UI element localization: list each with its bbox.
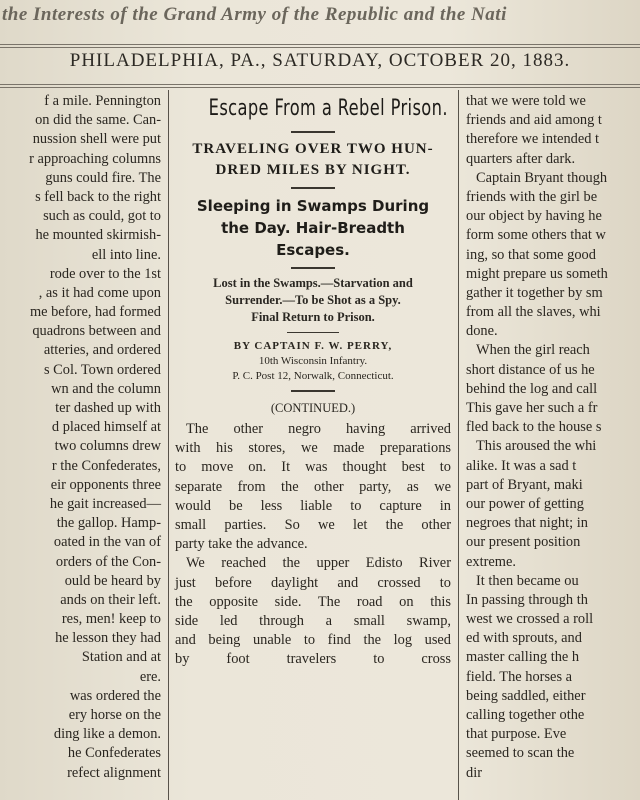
dateline: PHILADELPHIA, PA., SATURDAY, OCTOBER 20, 1883.	[69, 50, 571, 71]
byline-regiment: 10th Wisconsin Infantry.	[258, 355, 368, 367]
column-line: he mounted skirmish-	[35, 227, 161, 244]
body-line: with his stores, we made preparations	[175, 440, 451, 457]
column-line: gather it together by sm	[466, 284, 603, 301]
deck-rule	[287, 332, 339, 333]
column-line: therefore we intended t	[466, 131, 600, 148]
byline-author: BY CAPTAIN F. W. PERRY,	[233, 340, 393, 352]
deck-primary-line: TRAVELING OVER TWO HUN-	[192, 141, 434, 157]
deck-summary-line: Final Return to Prison.	[251, 310, 375, 324]
column-line: ere.	[139, 668, 161, 685]
column-line: ed with sprouts, and	[466, 630, 582, 647]
column-line: two columns drew	[54, 438, 161, 455]
column-line: from all the slaves, whi	[466, 304, 601, 321]
column-divider-right	[458, 90, 459, 800]
byline-rule	[291, 390, 335, 392]
column-line: negroes that night; in	[466, 515, 588, 532]
column-line: master calling the h	[466, 649, 580, 666]
column-line: , as it had come upon	[38, 284, 161, 301]
column-line: res, men! keep to	[61, 611, 161, 628]
masthead-rule-top-2	[0, 47, 640, 48]
column-line: behind the log and call	[466, 380, 598, 397]
body-line: separate from the other party, as we	[175, 478, 451, 495]
deck-rule	[291, 187, 335, 189]
headline-rule	[291, 131, 335, 133]
column-line: ell into line.	[91, 246, 161, 263]
deck-secondary-line: Escapes.	[276, 241, 350, 259]
deck-summary	[178, 275, 448, 326]
body-line: the opposite side. The road on this	[175, 593, 451, 610]
body-line: small parties. So we let the other	[175, 516, 451, 533]
column-line: ands on their left.	[60, 591, 161, 608]
column-line: west we crossed a roll	[466, 611, 594, 628]
column-line: This gave her such a fr	[466, 400, 598, 416]
deck-primary	[172, 139, 454, 181]
column-line: When the girl reach	[476, 342, 590, 359]
masthead-tagline: the Interests of the Grand Army of the Republic and the Nati	[2, 4, 507, 25]
body-line: just before daylight and crossed to	[175, 574, 451, 591]
dateline-rule	[0, 84, 640, 85]
body-line: and being unable to find the log used	[175, 632, 451, 649]
column-line: quarters after dark.	[466, 150, 576, 167]
column-line: me before, had formed	[29, 304, 161, 321]
column-line: short distance of us he	[466, 361, 595, 378]
column-line: form some others that w	[466, 227, 606, 244]
column-line: might prepare us someth	[466, 265, 608, 282]
column-line: ery horse on the	[68, 707, 161, 723]
article-column	[172, 92, 454, 800]
article-body	[172, 420, 454, 669]
column-line: such as could, got to	[43, 208, 161, 225]
column-line: done.	[466, 323, 498, 340]
body-line: The other negro having arrived	[186, 421, 451, 437]
dateline-rule-2	[0, 87, 640, 88]
column-line: part of Bryant, maki	[466, 476, 583, 493]
column-line: on did the same. Can-	[35, 112, 161, 129]
column-line: ter dashed up with	[55, 400, 161, 416]
deck-rule	[291, 267, 335, 269]
body-line: side led through a small swamp,	[175, 612, 451, 629]
column-line: ould be heard by	[64, 572, 161, 589]
column-line: that we were told we	[466, 93, 586, 109]
column-line: r the Confederates,	[51, 457, 161, 474]
column-line: our present position	[466, 534, 581, 551]
column-line: It then became ou	[476, 572, 579, 589]
byline	[172, 339, 454, 384]
column-line: ing, so that some good	[466, 246, 596, 263]
deck-secondary-line: the Day. Hair-Breadth	[221, 219, 405, 237]
column-line: that purpose. Eve	[466, 726, 567, 743]
column-line: Station and at	[81, 649, 161, 666]
body-line: We reached the upper Edisto River	[186, 555, 451, 572]
column-line: extreme.	[466, 553, 516, 570]
column-line: r approaching columns	[29, 150, 161, 167]
column-line: s Col. Town ordered	[43, 361, 161, 378]
column-line: rode over to the 1st	[49, 265, 161, 282]
column-line: refect alignment	[67, 764, 161, 781]
column-line: s fell back to the right	[35, 188, 161, 205]
column-line: This aroused the whi	[476, 438, 597, 455]
column-line: alike. It was a sad t	[466, 457, 577, 474]
left-column	[0, 92, 165, 800]
column-line: was ordered the	[69, 687, 161, 704]
column-line: wn and the column	[51, 380, 161, 397]
body-line: would be less liable to capture in	[175, 497, 451, 514]
column-line: f a mile. Pennington	[44, 93, 161, 109]
body-line: party take the advance.	[175, 536, 308, 553]
continued-label: (CONTINUED.)	[270, 401, 356, 415]
column-line: our object by having he	[466, 208, 602, 225]
column-line: calling together othe	[466, 707, 585, 723]
deck-summary-line: Surrender.—To be Shot as a Spy.	[225, 293, 401, 307]
column-line: guns could fire. The	[45, 169, 161, 186]
column-line: field. The horses a	[466, 668, 573, 685]
column-line: nussion shell were put	[32, 131, 161, 148]
column-line: friends and aid among t	[466, 112, 602, 129]
deck-summary-line: Lost in the Swamps.—Starvation and	[213, 276, 413, 290]
column-line: being saddled, either	[466, 687, 586, 704]
body-line: by foot travelers to cross	[175, 651, 451, 668]
column-divider-left	[168, 90, 169, 800]
column-line: dir	[466, 764, 482, 781]
column-line: ding like a demon.	[53, 726, 161, 743]
deck-secondary	[172, 195, 454, 261]
column-line: the gallop. Hamp-	[56, 515, 161, 532]
column-line: he gait increased—	[49, 495, 161, 512]
body-line: to move on. It was thought best to	[175, 459, 451, 476]
column-line: seemed to scan the	[466, 745, 575, 762]
column-line: friends with the girl be	[466, 188, 598, 205]
column-line: d placed himself at	[51, 419, 161, 436]
column-line: In passing through th	[466, 591, 588, 608]
byline-post: P. C. Post 12, Norwalk, Connecticut.	[232, 370, 394, 382]
column-line: Captain Bryant though	[476, 169, 608, 186]
column-line: eir opponents three	[50, 476, 161, 493]
column-line: atteries, and ordered	[43, 342, 161, 359]
article-headline: Escape From a Rebel Prison.	[208, 96, 448, 121]
deck-primary-line: DRED MILES BY NIGHT.	[215, 162, 411, 178]
deck-secondary-line: Sleeping in Swamps During	[196, 197, 430, 215]
column-line: quadrons between and	[32, 323, 161, 340]
masthead-rule-top	[0, 44, 640, 45]
column-line: he Confederates	[67, 745, 161, 762]
column-line: he lesson they had	[55, 630, 161, 647]
right-column	[462, 92, 640, 800]
column-line: oated in the van of	[53, 534, 161, 551]
column-line: orders of the Con-	[55, 553, 161, 570]
column-line: fled back to the house s	[466, 419, 602, 436]
column-line: our power of getting	[466, 495, 584, 512]
